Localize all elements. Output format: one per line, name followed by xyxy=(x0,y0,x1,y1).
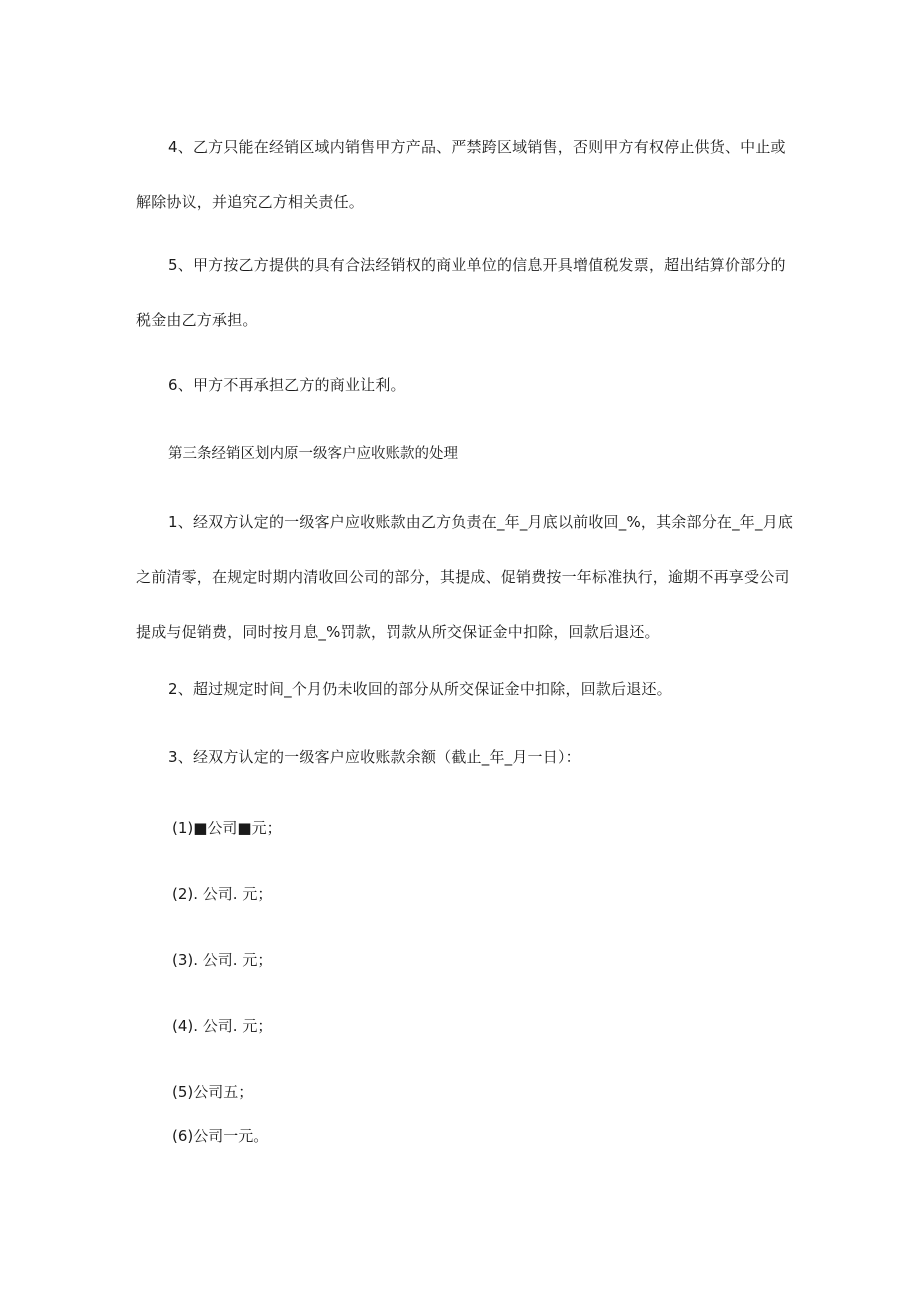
section-clause-1-paragraph: 1、经双方认定的一级客户应收账款由乙方负责在_年_月底以前收回_%，其余部分在_年_月底之前清零，在规定时期内清收回公司的部分，其提成、促销费按一年标准执行，逾期不再享受公司提成与促销费，同时按月息_%罚款，罚款从所交保证金中扣除，回款后退还。 xyxy=(136,513,794,641)
balance-item-2: (2). 公司. 元； xyxy=(172,885,273,903)
balance-item-3: (3). 公司. 元； xyxy=(172,951,273,969)
balance-item-4: (4). 公司. 元； xyxy=(172,1017,273,1035)
balance-item-5: (5)公司五； xyxy=(172,1083,254,1101)
section-heading: 第三条经销区划内原一级客户应收账款的处理 xyxy=(168,446,458,462)
balance-item-6: (6)公司一元。 xyxy=(172,1127,269,1145)
section-clause-2-paragraph: 2、超过规定时间_个月仍未收回的部分从所交保证金中扣除，回款后退还。 xyxy=(168,680,672,698)
clause-4-paragraph: 4、乙方只能在经销区域内销售甲方产品、严禁跨区域销售，否则甲方有权停止供货、中止或解除协议，并追究乙方相关责任。 xyxy=(136,138,786,211)
balance-item-1: (1)■公司■元； xyxy=(172,819,282,837)
clause-6-paragraph: 6、甲方不再承担乙方的商业让利。 xyxy=(168,376,406,394)
section-clause-3-paragraph: 3、经双方认定的一级客户应收账款余额（截止_年_月一日）： xyxy=(168,748,581,766)
clause-5-paragraph: 5、甲方按乙方提供的具有合法经销权的商业单位的信息开具增值税发票，超出结算价部分的税金由乙方承担。 xyxy=(136,256,786,329)
